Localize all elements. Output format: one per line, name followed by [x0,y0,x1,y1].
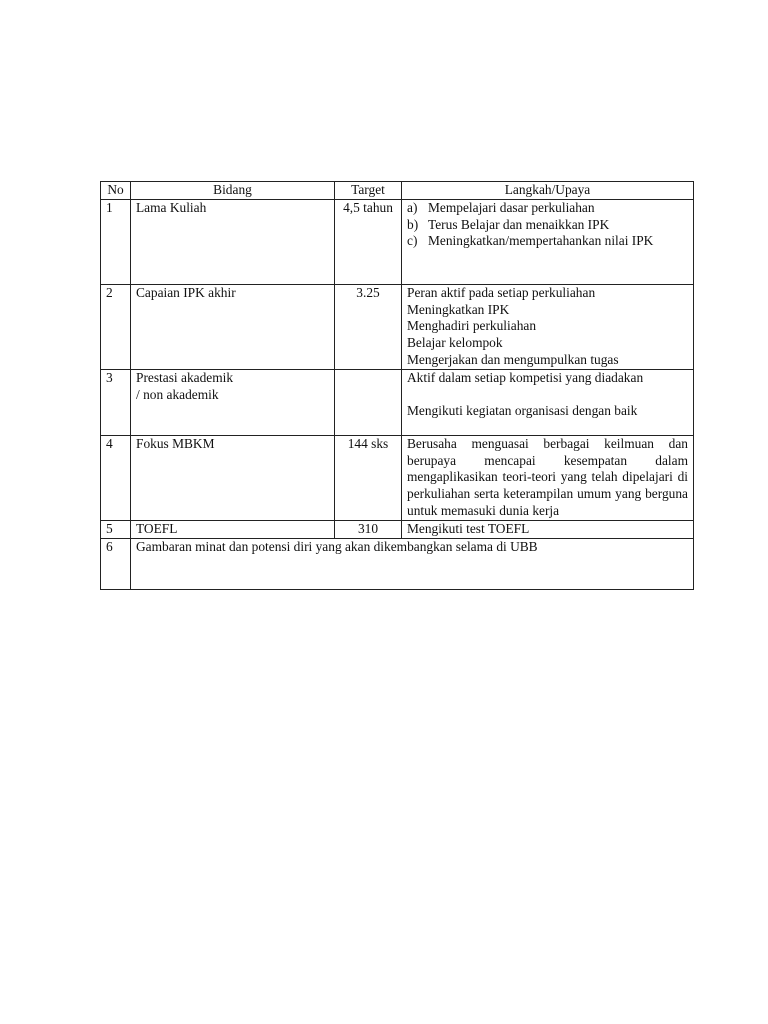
cell-no: 3 [101,369,131,435]
bidang-line: Prestasi akademik [136,369,234,385]
cell-bidang: Capaian IPK akhir [131,284,335,369]
table-row [101,199,694,284]
cell-target: 144 sks [335,435,402,520]
step-line: Mengerjakan dan mengumpulkan tugas [407,351,619,367]
step-line: Mengikuti kegiatan organisasi dengan baik [407,403,638,419]
cell-no: 1 [101,199,131,284]
cell-target: 310 [335,520,402,538]
cell-langkah: Mengikuti test TOEFL [402,520,694,538]
bidang-line: / non akademik [136,386,219,402]
table-row [101,538,694,589]
cell-langkah [402,369,694,435]
step-line: Meningkatkan IPK [407,301,510,317]
step-line: Menghadiri perkuliahan [407,318,537,334]
cell-target: 3.25 [335,284,402,369]
cell-bidang: TOEFL [131,520,335,538]
table-row [101,284,694,369]
cell-bidang: Lama Kuliah [131,199,335,284]
cell-langkah: Berusaha menguasai berbagai keilmuan dan berupaya mencapai kesempatan dalam mengaplikasikan teori-teori yang telah dipelajari di perkuliahan serta keterampilan umum yang berguna untuk memasuki dunia kerja [402,435,694,520]
list-item-text: Meningkatkan/mempertahankan nilai IPK [428,233,654,249]
cell-bidang [131,369,335,435]
list-marker: a) [407,199,418,215]
table-row [101,369,694,435]
cell-no: 2 [101,284,131,369]
list-item [407,217,688,234]
step-line: Aktif dalam setiap kompetisi yang diadakan [407,369,644,385]
table-row [101,520,694,538]
table-row [101,435,694,520]
table-header-row [101,182,694,200]
line-spacer [407,387,688,404]
header-bidang: Bidang [131,182,335,200]
study-plan-table [100,181,694,590]
cell-target: 4,5 tahun [335,199,402,284]
step-line: Belajar kelompok [407,335,503,351]
list-item [407,233,688,250]
cell-langkah [402,199,694,284]
header-target: Target [335,182,402,200]
cell-no: 5 [101,520,131,538]
cell-target [335,369,402,435]
header-langkah: Langkah/Upaya [402,182,694,200]
cell-no: 4 [101,435,131,520]
cell-merged-description: Gambaran minat dan potensi diri yang akan dikembangkan selama di UBB [131,538,694,589]
header-no: No [101,182,131,200]
list-item [407,200,688,217]
steps-list [407,200,688,250]
list-item-text: Terus Belajar dan menaikkan IPK [428,216,610,232]
list-marker: b) [407,216,419,232]
list-marker: c) [407,233,418,249]
cell-langkah [402,284,694,369]
list-item-text: Mempelajari dasar perkuliahan [428,199,595,215]
cell-no: 6 [101,538,131,589]
step-line: Peran aktif pada setiap perkuliahan [407,284,596,300]
cell-bidang: Fokus MBKM [131,435,335,520]
